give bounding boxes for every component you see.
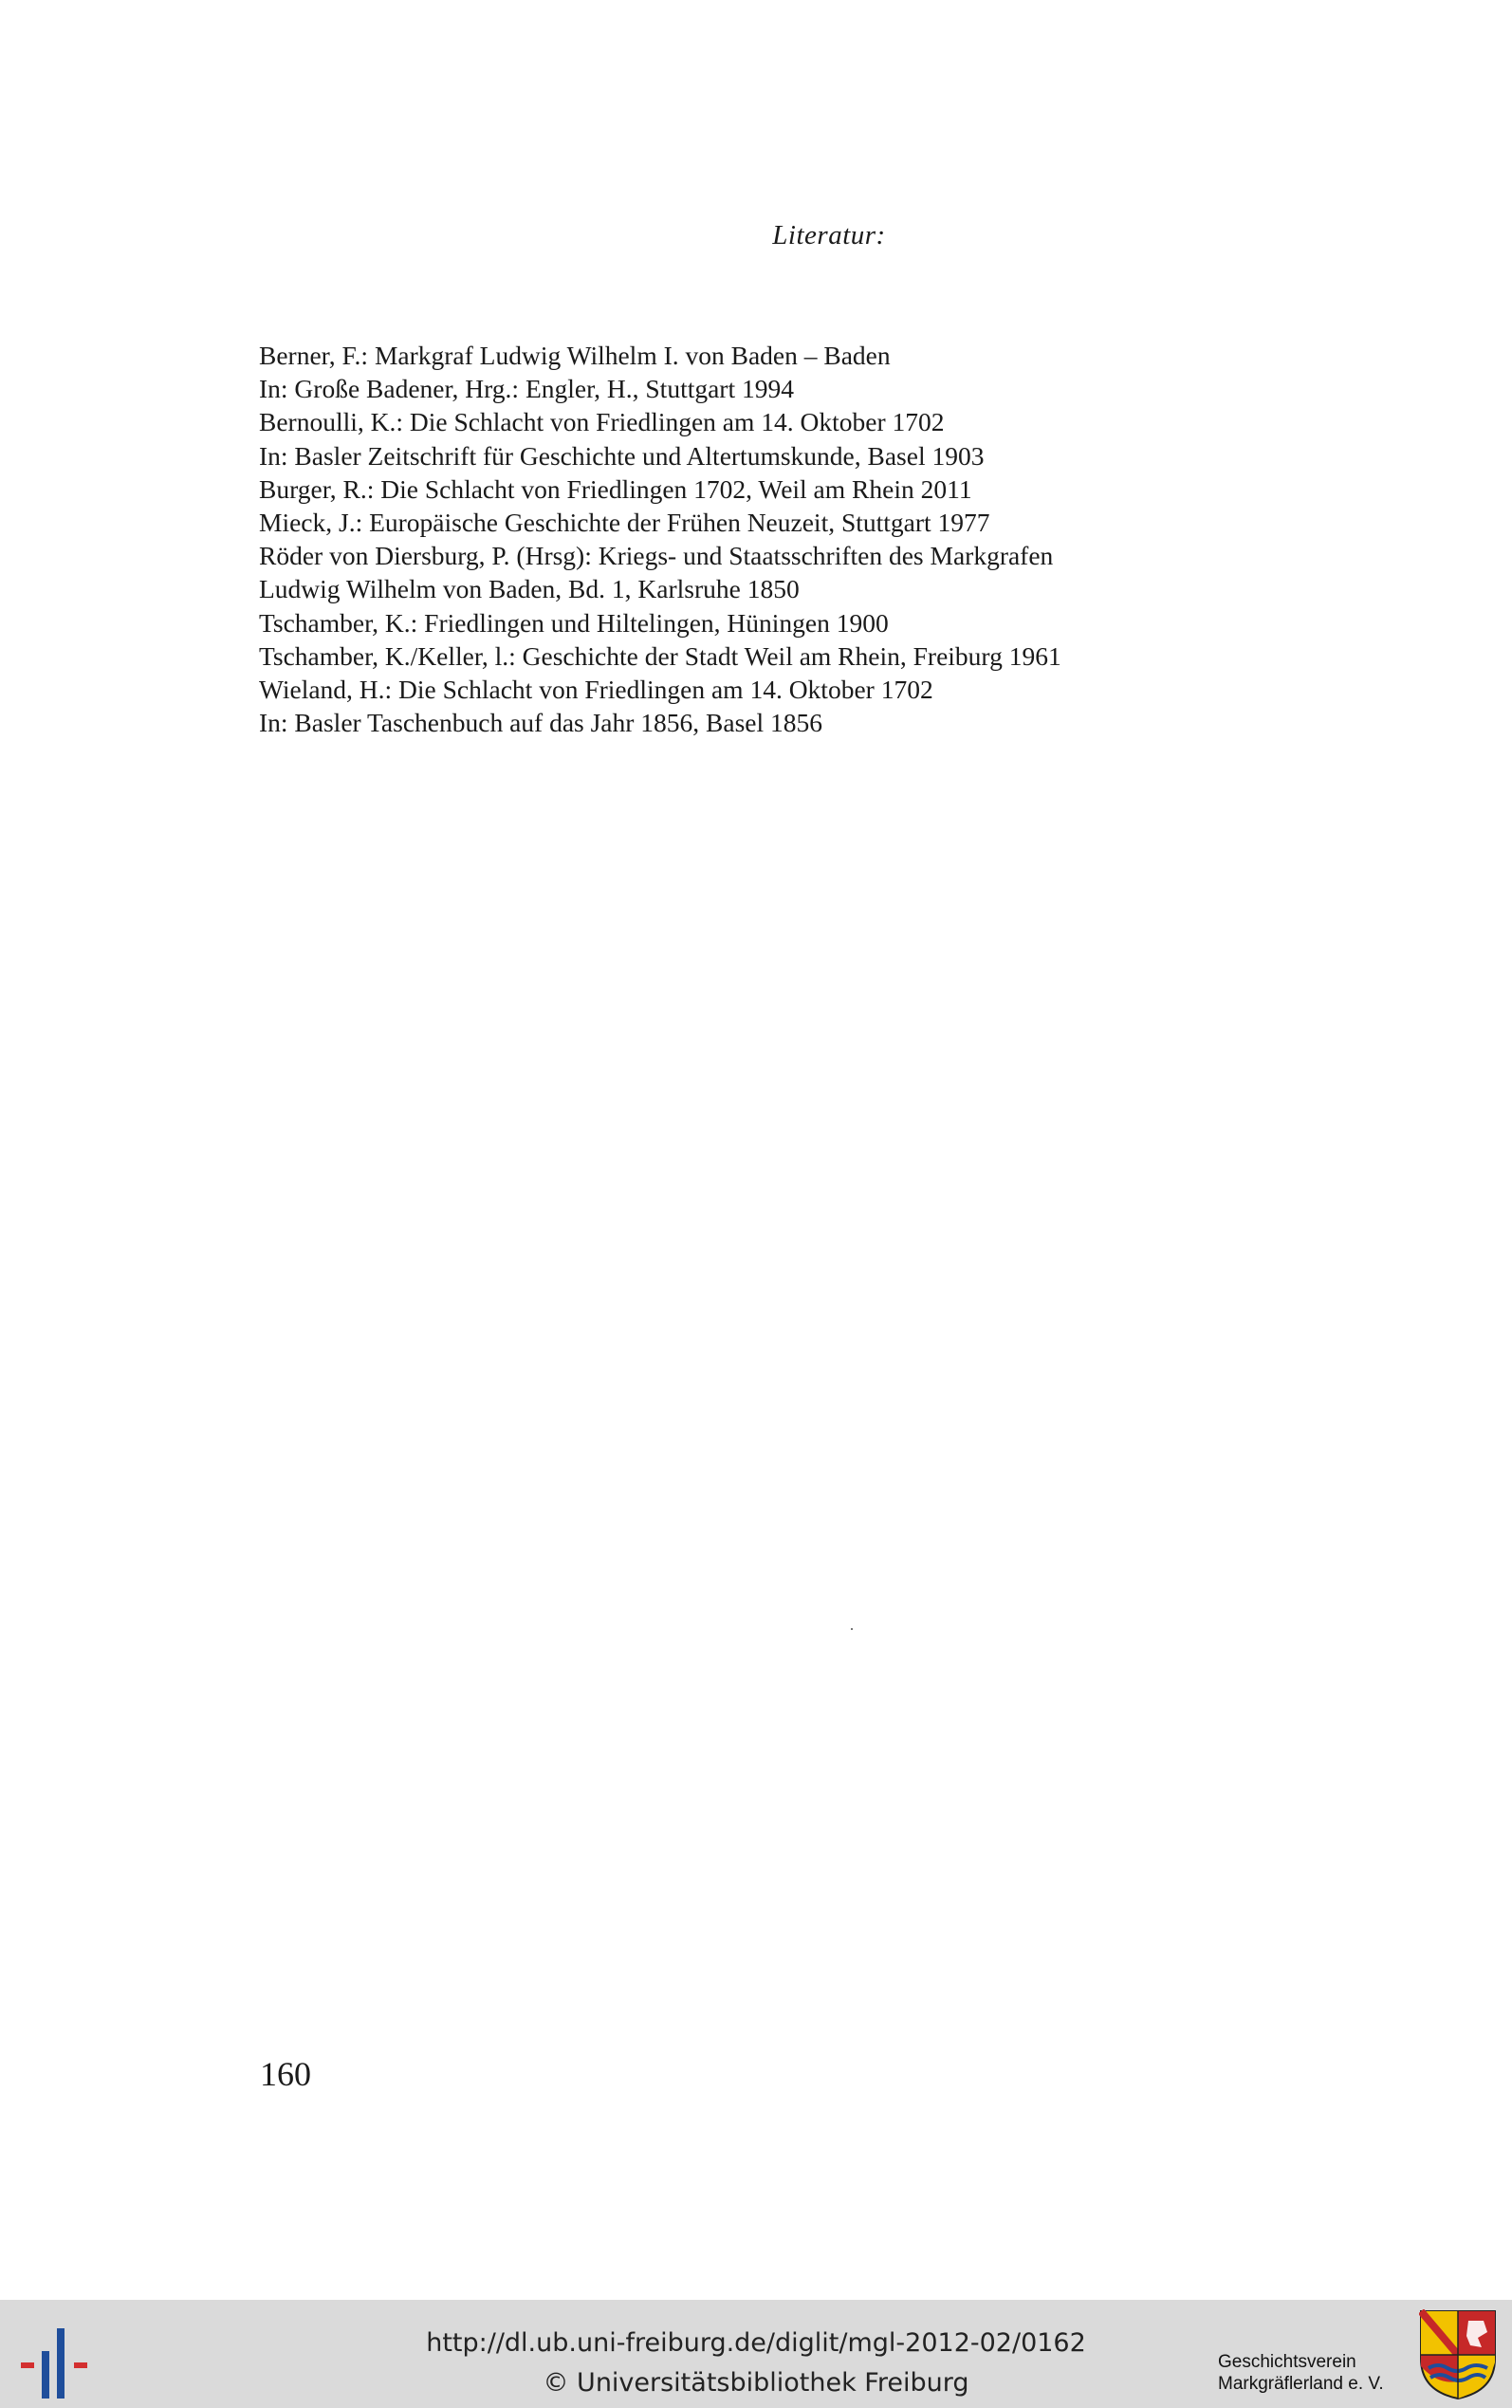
society-name (1218, 2351, 1384, 2395)
reference-line: Mieck, J.: Europäische Geschichte der Frühen Neuzeit, Stuttgart 1977 (259, 508, 990, 538)
reference-line: In: Basler Taschenbuch auf das Jahr 1856, Basel 1856 (259, 708, 823, 738)
society-name-line: Geschichtsverein (1218, 2352, 1356, 2372)
reference-line: Tschamber, K./Keller, l.: Geschichte der Stadt Weil am Rhein, Freiburg 1961 (259, 640, 1061, 671)
footer-bar (0, 2300, 1512, 2408)
document-url-link[interactable]: http://dl.ub.uni-freiburg.de/diglit/mgl-2012-02/0162 (426, 2328, 1086, 2358)
coat-of-arms-icon (1419, 2309, 1497, 2400)
reference-list (259, 339, 1061, 739)
section-heading: Literatur: (772, 220, 886, 250)
copyright-notice: © Universitätsbibliothek Freiburg (543, 2368, 969, 2398)
reference-line: Wieland, H.: Die Schlacht von Friedlingen am 14. Oktober 1702 (259, 675, 933, 705)
society-name-line: Markgräflerland e. V. (1218, 2374, 1384, 2394)
scan-speck (851, 1628, 853, 1630)
reference-line: Bernoulli, K.: Die Schlacht von Friedlingen am 14. Oktober 1702 (259, 407, 945, 437)
reference-line: Ludwig Wilhelm von Baden, Bd. 1, Karlsruhe 1850 (259, 574, 800, 604)
page-number: 160 (260, 2055, 311, 2093)
reference-line: Röder von Diersburg, P. (Hrsg): Kriegs- und Staatsschriften des Markgrafen (259, 541, 1054, 571)
reference-line: Berner, F.: Markgraf Ludwig Wilhelm I. von Baden – Baden (259, 341, 891, 370)
reference-line: In: Große Badener, Hrg.: Engler, H., Stuttgart 1994 (259, 374, 794, 404)
reference-line: Tschamber, K.: Friedlingen und Hiltelingen, Hüningen 1900 (259, 607, 889, 638)
reference-line: In: Basler Zeitschrift für Geschichte und Altertumskunde, Basel 1903 (259, 440, 985, 471)
reference-line: Burger, R.: Die Schlacht von Friedlingen 1702, Weil am Rhein 2011 (259, 473, 972, 504)
